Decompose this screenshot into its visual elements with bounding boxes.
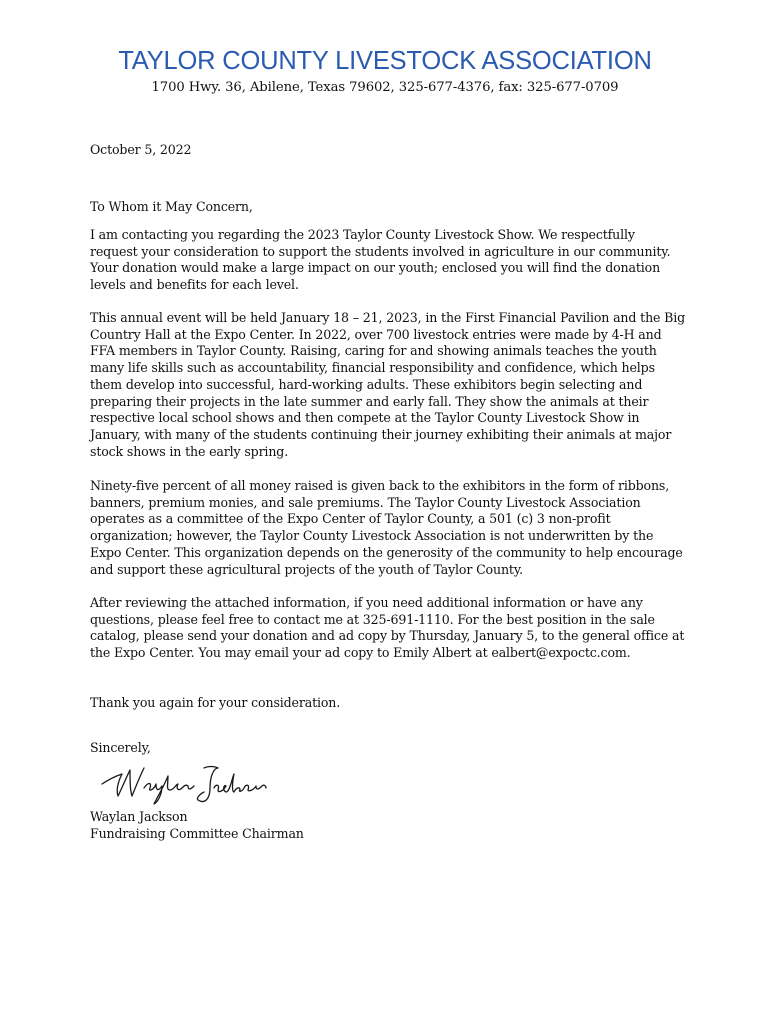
signer-title: Fundraising Committee Chairman — [90, 826, 304, 841]
organization-address: 1700 Hwy. 36, Abilene, Texas 79602, 325-677-4376, fax: 325-677-0709 — [151, 80, 619, 95]
letter-date: October 5, 2022 — [90, 142, 192, 157]
body-paragraph — [90, 310, 686, 460]
handwritten-signature — [98, 756, 268, 808]
body-paragraph — [90, 478, 686, 578]
body-paragraph — [90, 595, 686, 662]
organization-name: TAYLOR COUNTY LIVESTOCK ASSOCIATION — [118, 47, 652, 75]
letterhead — [0, 44, 770, 97]
paragraph-text: Ninety-five percent of all money raised is given back to the exhibitors in the form of ribbons, banners, premium monies, and sale premiums. The Taylor County Livestock Association operates as a committee of the Expo Center of Taylor County, a 501 (c) 3 non-profit organization; however, the Taylor County Livestock Association is not underwritten by the Expo Center. This organization depends on the generosity of the community to help encourage and support these agricultural projects of the youth of Taylor County. — [90, 478, 683, 577]
closing: Sincerely, — [90, 740, 151, 755]
paragraph-text: This annual event will be held January 18 – 21, 2023, in the First Financial Pavilion and the Big Country Hall at the Expo Center. In 2022, over 700 livestock entries were made by 4-H and FFA members in Taylor County. Raising, caring for and showing animals teaches the youth many life skills such as accountability, financial responsibility and confidence, which helps them develop into successful, hard-working adults. These exhibitors begin selecting and preparing their projects in the late summer and early fall. They show the animals at their respective local school shows and then compete at the Taylor County Livestock Show in January, with many of the students continuing their journey exhibiting their animals at major stock shows in the early spring. — [90, 310, 686, 459]
paragraph-text: After reviewing the attached information, if you need additional information or have any questions, please feel free to contact me at 325-691-1110. For the best position in the sale catalog, please send your donation and ad copy by Thursday, January 5, to the general office at the Expo Center. You may email your ad copy to Emily Albert at ealbert@expoctc.com. — [90, 595, 685, 661]
body-paragraph — [90, 227, 686, 294]
salutation: To Whom it May Concern, — [90, 199, 253, 214]
paragraph-text: I am contacting you regarding the 2023 Taylor County Livestock Show. We respectfully request your consideration to support the students involved in agriculture in our community. Your donation would make a large impact on our youth; enclosed you will find the donation levels and benefits for each level. — [90, 227, 671, 293]
thank-you-line: Thank you again for your consideration. — [90, 695, 341, 710]
signer-name: Waylan Jackson — [90, 809, 188, 824]
